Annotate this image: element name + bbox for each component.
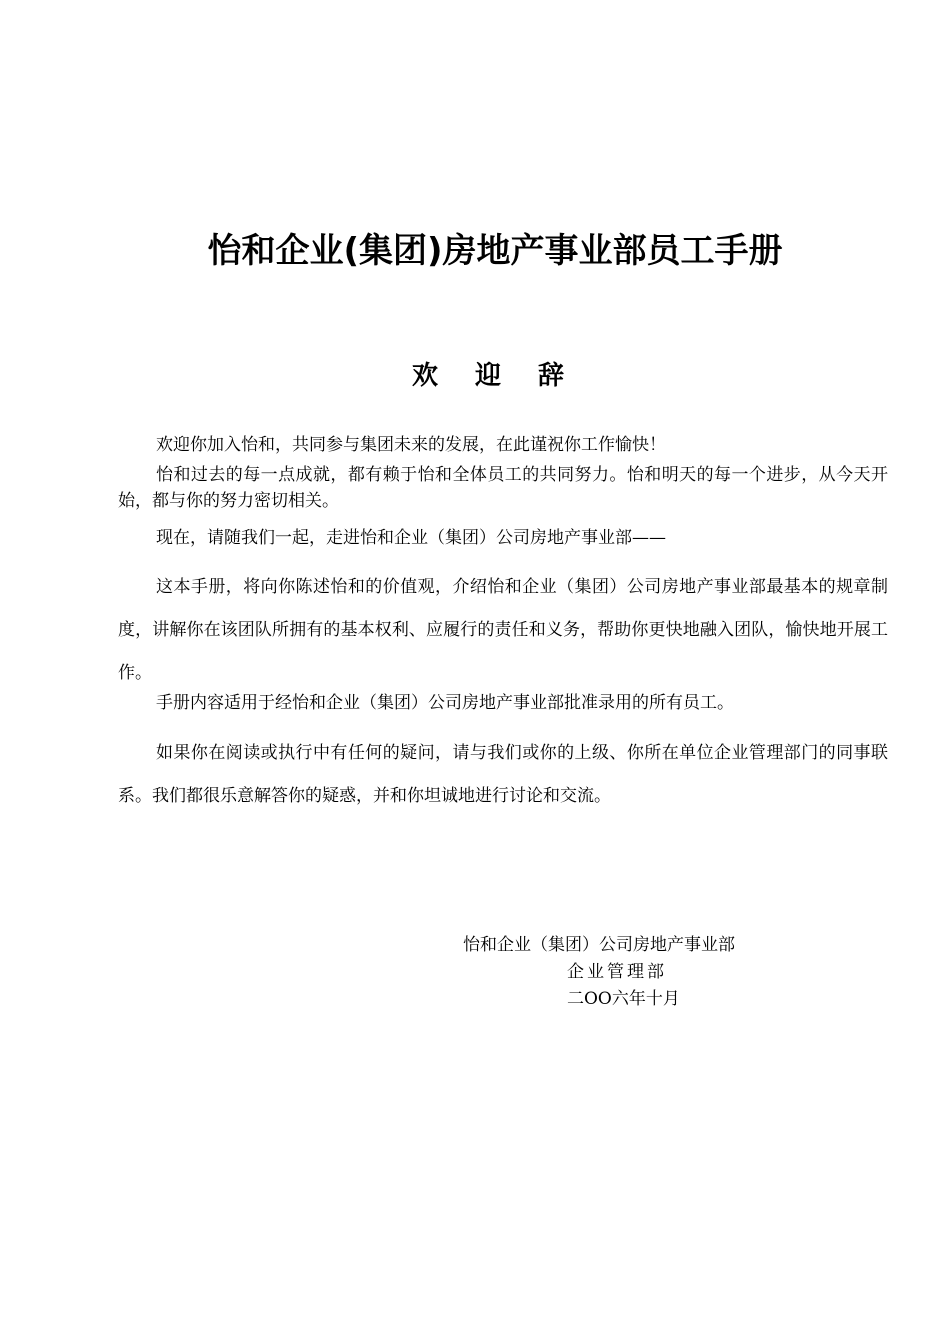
paragraph-handbook-purpose: 这本手册，将向你陈述怡和的价值观，介绍怡和企业（集团）公司房地产事业部最基本的规章制度，讲解你在该团队所拥有的基本权利、应履行的责任和义务，帮助你更快地融入团队，愉快地开展工作。 [118, 577, 888, 683]
paragraph-scope: 手册内容适用于经怡和企业（集团）公司房地产事业部批准录用的所有员工。 [156, 693, 734, 713]
welcome-heading: 欢 迎 辞 [411, 361, 579, 391]
paragraph-invitation: 现在，请随我们一起，走进怡和企业（集团）公司房地产事业部—— [156, 528, 666, 548]
signoff-department: 企业管理部 [567, 962, 667, 982]
paragraph-welcome: 欢迎你加入怡和，共同参与集团未来的发展，在此谨祝你工作愉快！ [156, 435, 666, 455]
signoff-date: 二OO六年十月 [567, 989, 680, 1009]
paragraph-contact: 如果你在阅读或执行中有任何的疑问，请与我们或你的上级、你所在单位企业管理部门的同事联系。我们都很乐意解答你的疑惑，并和你坦诚地进行讨论和交流。 [118, 743, 888, 806]
page-title: 怡和企业(集团)房地产事业部员工手册 [207, 231, 783, 271]
paragraph-achievements: 怡和过去的每一点成就，都有赖于怡和全体员工的共同努力。怡和明天的每一个进步，从今天开始，都与你的努力密切相关。 [118, 465, 888, 511]
signoff-organization: 怡和企业（集团）公司房地产事业部 [463, 935, 735, 955]
